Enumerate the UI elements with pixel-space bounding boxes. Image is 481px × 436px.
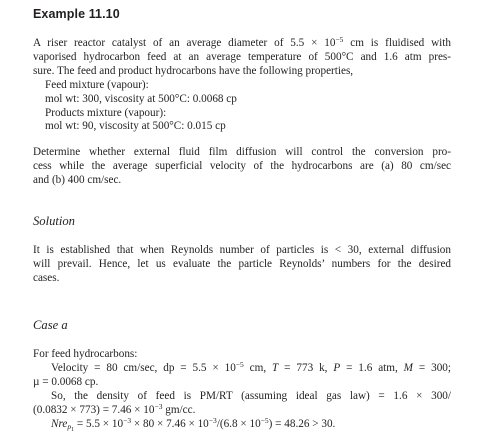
example-title: Example 11.10 xyxy=(33,7,120,21)
problem-line-1: A riser reactor catalyst of an average diameter of $5.5 \times 10^{-5}$ cm is fluidised with xyxy=(33,35,451,49)
case-a-paragraph xyxy=(33,348,451,431)
feed-properties: mol wt: 300, viscosity at 500°C: 0.0068 cp xyxy=(45,92,237,105)
case-a-line-6: $Nre_{p_1} = 5.5 \times 10^{-3} \times 80 \times 7.46 \times 10^{-3}/(6.8 \times 10^{-5}) = 48.26 > 30$. xyxy=(51,415,336,433)
solution-paragraph xyxy=(33,244,451,286)
solution-line-2: will prevail. Hence, let us evaluate the particle Reynolds’ numbers for the desired xyxy=(33,257,451,270)
question-line-1: Determine whether external fluid film diffusion will control the conversion pro- xyxy=(33,146,451,158)
problem-line-2: vaporised hydrocarbon feed at an average temperature of 500°C and 1.6 atm pres- xyxy=(33,50,451,63)
question-paragraph xyxy=(33,146,451,188)
case-a-line-2: Velocity = 80 cm/sec, dp = $5.5 \times 10^{-5}$ cm, T = 773 k, P = 1.6 atm, M = 300; xyxy=(51,359,451,374)
solution-line-1: It is established that when Reynolds number of particles is < 30, external diffusion xyxy=(33,244,451,256)
case-a-line-4: So, the density of feed is PM/RT (assuming ideal gas law) = 1.6 × 300/ xyxy=(51,389,451,402)
case-a-line-3: µ = 0.0068 cp. xyxy=(33,375,99,388)
case-a-line-1: For feed hydrocarbons: xyxy=(33,348,138,360)
question-line-3: and (b) 400 cm/sec. xyxy=(33,173,122,186)
question-line-2: cess while the average superficial velocity of the hydrocarbons are (a) 80 cm/sec xyxy=(33,159,451,172)
case-a-line-5: $(0.0832 \times 773) = 7.46 \times 10^{-3}$ gm/cc. xyxy=(33,401,196,416)
product-label: Products mixture (vapour): xyxy=(45,106,167,119)
case-a-heading: Case a xyxy=(33,318,68,332)
solution-heading: Solution xyxy=(33,214,75,228)
problem-paragraph xyxy=(33,37,451,134)
feed-label: Feed mixture (vapour): xyxy=(45,78,149,91)
product-properties: mol wt: 90, viscosity at 500°C: 0.015 cp xyxy=(45,120,226,133)
solution-line-3: cases. xyxy=(33,271,60,284)
problem-line-3: sure. The feed and product hydrocarbons have the following properties, xyxy=(33,64,354,77)
